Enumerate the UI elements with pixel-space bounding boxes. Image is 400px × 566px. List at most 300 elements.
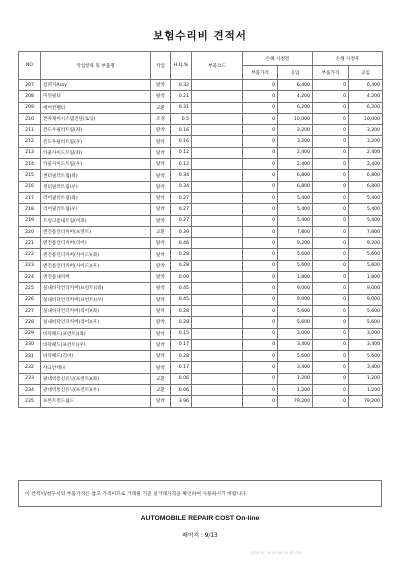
table-row [19, 113, 383, 124]
row-work-type: 탈착 [151, 215, 171, 226]
row-hq: 0.46 [171, 238, 192, 249]
table-row [19, 396, 383, 407]
row-hq: 0.09 [171, 272, 192, 283]
row-hq: 0.28 [171, 249, 192, 260]
row-part-price-before: 0 [243, 102, 278, 113]
estimate-table [18, 51, 383, 408]
row-part-code [192, 226, 243, 237]
table-row [19, 125, 383, 136]
row-part-code [192, 204, 243, 215]
row-part-price-before: 0 [243, 385, 278, 396]
row-item-name: 바닥패드(리어) [41, 351, 151, 362]
row-part-price-before: 0 [243, 91, 278, 102]
row-part-code [192, 260, 243, 271]
header-hq: H.Q.% [171, 52, 192, 80]
row-part-price-before: 0 [243, 136, 278, 147]
row-part-price-after: 0 [313, 181, 349, 192]
row-hq: 0.16 [171, 125, 192, 136]
row-part-price-before: 0 [243, 80, 278, 91]
row-work-type: 탈착 [151, 91, 171, 102]
row-labor-after: 9,000 [349, 294, 383, 305]
row-no: 220 [19, 226, 41, 237]
row-labor-after: 5,400 [349, 215, 383, 226]
table-header [19, 52, 383, 80]
row-work-type: 조정 [151, 113, 171, 124]
row-no: 235 [19, 396, 41, 407]
row-work-type: 탈착 [151, 317, 171, 328]
row-item-name: 엔진룸언더커버(프런트) [41, 226, 151, 237]
row-labor-after: 5,400 [349, 204, 383, 215]
row-item-name: 바닥패드(프런트)(좌) [41, 328, 151, 339]
row-hq: 0.15 [171, 328, 192, 339]
row-work-type: 교환 [151, 102, 171, 113]
row-work-type: 탈착 [151, 125, 171, 136]
row-hq: 0.12 [171, 159, 192, 170]
row-no: 211 [19, 125, 41, 136]
row-labor-after: 4,200 [349, 91, 383, 102]
row-part-price-before: 0 [243, 249, 278, 260]
row-hq: 0.12 [171, 147, 192, 158]
row-part-price-before: 0 [243, 113, 278, 124]
row-part-price-after: 0 [313, 305, 349, 316]
row-part-price-after: 0 [313, 159, 349, 170]
row-labor-before: 5,600 [278, 260, 313, 271]
row-no: 217 [19, 192, 41, 203]
row-hq: 0.39 [171, 226, 192, 237]
row-no: 210 [19, 113, 41, 124]
page-number: 페이지 : 9/13 [182, 533, 218, 539]
row-part-price-after: 0 [313, 317, 349, 328]
row-no: 229 [19, 328, 41, 339]
row-no: 213 [19, 147, 41, 158]
row-hq: 0.17 [171, 362, 192, 373]
row-part-price-after: 0 [313, 294, 349, 305]
row-part-code [192, 80, 243, 91]
table-row [19, 136, 383, 147]
row-item-name: 실내바닥언더커버(리어)(좌) [41, 305, 151, 316]
table-row [19, 260, 383, 271]
row-hq: 0.5 [171, 113, 192, 124]
row-labor-before: 5,400 [278, 204, 313, 215]
row-labor-after: 10,000 [349, 113, 383, 124]
row-part-price-after: 0 [313, 339, 349, 350]
row-item-name: 리어필러트림(우) [41, 204, 151, 215]
row-part-price-after: 0 [313, 170, 349, 181]
row-no: 208 [19, 91, 41, 102]
row-hq: 0.45 [171, 294, 192, 305]
row-part-price-before: 0 [243, 305, 278, 316]
row-labor-before: 3,200 [278, 125, 313, 136]
row-labor-after: 5,600 [349, 260, 383, 271]
row-no: 223 [19, 260, 41, 271]
table-row [19, 226, 383, 237]
row-labor-before: 5,400 [278, 192, 313, 203]
footer-title: AUTOMOBILE REPAIR COST On-line [140, 515, 260, 522]
header-after-adjustment: 손해 사정후 [313, 52, 383, 66]
row-hq: 0.27 [171, 192, 192, 203]
row-part-code [192, 215, 243, 226]
row-part-price-after: 0 [313, 385, 349, 396]
row-part-price-before: 0 [243, 170, 278, 181]
row-part-price-after: 0 [313, 147, 349, 158]
row-part-price-after: 0 [313, 249, 349, 260]
row-item-name: 에어컨펠터 [41, 102, 151, 113]
row-labor-before: 5,400 [278, 215, 313, 226]
row-item-name: 센터필러트림(우) [41, 181, 151, 192]
row-work-type: 탈착 [151, 159, 171, 170]
row-part-code [192, 113, 243, 124]
row-work-type: 교환 [151, 226, 171, 237]
disclaimer-note: 이 견적서/청구서의 부품가격은 참고 가격이므로 거래될 기준 실거래가격을 확인하여 사용하시기 바랍니다. [18, 480, 382, 507]
row-part-code [192, 294, 243, 305]
row-part-price-after: 0 [313, 283, 349, 294]
row-no: 227 [19, 305, 41, 316]
table-row [19, 294, 383, 305]
row-labor-before: 4,200 [278, 91, 313, 102]
row-item-name: 전자제어시스템진단(로딩) [41, 113, 151, 124]
row-labor-before: 5,600 [278, 317, 313, 328]
row-part-price-before: 0 [243, 396, 278, 407]
row-labor-after: 6,400 [349, 80, 383, 91]
row-no: 228 [19, 317, 41, 328]
row-part-price-before: 0 [243, 283, 278, 294]
row-labor-before: 5,600 [278, 351, 313, 362]
row-part-price-before: 0 [243, 181, 278, 192]
row-no: 216 [19, 181, 41, 192]
row-work-type: 탈착 [151, 204, 171, 215]
row-hq: 0.34 [171, 170, 192, 181]
row-part-price-before: 0 [243, 294, 278, 305]
row-labor-after: 1,800 [349, 272, 383, 283]
row-work-type: 탈착 [151, 136, 171, 147]
row-part-price-before: 0 [243, 215, 278, 226]
row-part-price-before: 0 [243, 260, 278, 271]
table-row [19, 238, 383, 249]
table-row [19, 339, 383, 350]
table-row [19, 102, 383, 113]
row-work-type: 탈착 [151, 294, 171, 305]
row-labor-after: 6,800 [349, 181, 383, 192]
row-work-type: 탈착 [151, 362, 171, 373]
row-work-type: 탈착 [151, 192, 171, 203]
row-part-price-before: 0 [243, 351, 278, 362]
row-work-type: 탈착 [151, 147, 171, 158]
row-part-code [192, 339, 243, 350]
row-labor-before: 3,400 [278, 339, 313, 350]
row-labor-after: 6,800 [349, 170, 383, 181]
row-part-price-before: 0 [243, 362, 278, 373]
row-labor-before: 6,800 [278, 181, 313, 192]
row-item-name: 실내바닥언더커버(프런트)(좌) [41, 283, 151, 294]
row-item-name: 광대역통신유닛(프런트)(좌) [41, 373, 151, 384]
row-labor-after: 1,200 [349, 373, 383, 384]
table-row [19, 91, 383, 102]
row-hq: 0.31 [171, 102, 192, 113]
row-part-price-before: 0 [243, 226, 278, 237]
row-labor-before: 6,800 [278, 170, 313, 181]
row-work-type: 탈착 [151, 170, 171, 181]
print-timestamp: 2024-01-18 08:36:55 AT1791 [250, 551, 303, 555]
row-part-code [192, 102, 243, 113]
row-no: 231 [19, 351, 41, 362]
row-labor-after: 5,400 [349, 192, 383, 203]
row-no: 225 [19, 283, 41, 294]
row-part-code [192, 147, 243, 158]
row-part-code [192, 249, 243, 260]
table-row [19, 249, 383, 260]
row-hq: 0.16 [171, 136, 192, 147]
row-part-price-after: 0 [313, 396, 349, 407]
row-part-price-after: 0 [313, 351, 349, 362]
row-labor-after: 5,600 [349, 351, 383, 362]
row-no: 230 [19, 339, 41, 350]
row-hq: 0.28 [171, 317, 192, 328]
row-work-type: 탈착 [151, 238, 171, 249]
header-work: 작업 [151, 52, 171, 80]
row-no: 218 [19, 204, 41, 215]
table-row [19, 204, 383, 215]
row-item-name: 프론트윈드쉴드 [41, 396, 151, 407]
table-row [19, 272, 383, 283]
document-title: 보험수리비 견적서 [153, 30, 247, 42]
row-part-price-before: 0 [243, 339, 278, 350]
row-item-name: 엔진룸언더커버(사이드)(우) [41, 260, 151, 271]
row-part-code [192, 238, 243, 249]
row-no: 224 [19, 272, 41, 283]
table-row [19, 317, 383, 328]
row-part-price-after: 0 [313, 272, 349, 283]
row-hq: 0.06 [171, 373, 192, 384]
row-part-price-after: 0 [313, 113, 349, 124]
header-part-code: 부품코드 [192, 52, 243, 80]
table-row [19, 362, 383, 373]
row-part-price-after: 0 [313, 125, 349, 136]
row-hq: 0.06 [171, 385, 192, 396]
table-row [19, 351, 383, 362]
table-row [19, 215, 383, 226]
row-labor-before: 1,800 [278, 272, 313, 283]
row-item-name: 엔진룸내커버 [41, 272, 151, 283]
row-labor-after: 2,400 [349, 159, 383, 170]
row-hq: 0.21 [171, 91, 192, 102]
row-item-name: 센터필러트림(좌) [41, 170, 151, 181]
header-labor-before: 공임 [278, 66, 313, 80]
row-no: 233 [19, 373, 41, 384]
row-labor-before: 6,200 [278, 102, 313, 113]
row-part-code [192, 136, 243, 147]
row-part-code [192, 91, 243, 102]
row-item-name: 트렁크룸내트림(어퍼) [41, 215, 151, 226]
row-labor-after: 3,200 [349, 125, 383, 136]
row-item-name: 카울사이드트림(우) [41, 159, 151, 170]
table-row [19, 328, 383, 339]
row-part-code [192, 385, 243, 396]
row-part-price-before: 0 [243, 125, 278, 136]
row-part-price-before: 0 [243, 159, 278, 170]
table-body [19, 80, 383, 408]
row-part-code [192, 272, 243, 283]
row-labor-after: 5,600 [349, 249, 383, 260]
row-labor-before: 7,800 [278, 226, 313, 237]
row-labor-before: 9,000 [278, 294, 313, 305]
row-part-price-after: 0 [313, 328, 349, 339]
row-hq: 0.34 [171, 181, 192, 192]
row-part-price-after: 0 [313, 238, 349, 249]
row-item-name: 바닥패드(프런트)(우) [41, 339, 151, 350]
row-hq: 0.27 [171, 215, 192, 226]
row-part-code [192, 181, 243, 192]
row-item-name: 실내바닥언더커버(리어)(우) [41, 317, 151, 328]
row-no: 212 [19, 136, 41, 147]
row-part-code [192, 192, 243, 203]
row-hq: 3.96 [171, 396, 192, 407]
row-labor-before: 79,200 [278, 396, 313, 407]
row-no: 214 [19, 159, 41, 170]
row-part-price-after: 0 [313, 102, 349, 113]
row-item-name: 광대역통신유닛(프런트)(우) [41, 385, 151, 396]
row-labor-after: 9,200 [349, 238, 383, 249]
row-labor-before: 9,200 [278, 238, 313, 249]
row-labor-before: 9,000 [278, 283, 313, 294]
header-item: 작업항목 및 부품명 [41, 52, 151, 80]
row-work-type: 탈착 [151, 260, 171, 271]
row-labor-after: 3,400 [349, 339, 383, 350]
row-item-name: 엔진룸언더커버(사이드)(좌) [41, 249, 151, 260]
row-no: 234 [19, 385, 41, 396]
row-item-name: 카울사이드트림(좌) [41, 147, 151, 158]
row-item-name: 윈도우필러트림(우) [41, 136, 151, 147]
row-labor-before: 3,200 [278, 136, 313, 147]
row-work-type: 교환 [151, 373, 171, 384]
row-no: 226 [19, 294, 41, 305]
row-work-type: 탈착 [151, 80, 171, 91]
row-no: 222 [19, 249, 41, 260]
row-part-price-before: 0 [243, 328, 278, 339]
row-part-code [192, 396, 243, 407]
row-labor-after: 9,000 [349, 283, 383, 294]
row-part-price-after: 0 [313, 226, 349, 237]
row-work-type: 탈착 [151, 396, 171, 407]
row-part-price-after: 0 [313, 136, 349, 147]
row-no: 221 [19, 238, 41, 249]
row-part-code [192, 159, 243, 170]
row-part-price-before: 0 [243, 147, 278, 158]
row-part-code [192, 283, 243, 294]
row-hq: 0.45 [171, 283, 192, 294]
row-part-price-before: 0 [243, 317, 278, 328]
row-part-code [192, 317, 243, 328]
row-part-price-after: 0 [313, 215, 349, 226]
row-no: 215 [19, 170, 41, 181]
row-work-type: 탈착 [151, 351, 171, 362]
header-labor-after: 공임 [349, 66, 383, 80]
table-row [19, 385, 383, 396]
row-item-name: 윈도우필러트림(좌) [41, 125, 151, 136]
row-hq: 0.17 [171, 339, 192, 350]
row-hq: 0.27 [171, 204, 192, 215]
row-part-code [192, 305, 243, 316]
header-no: NO [19, 52, 41, 80]
header-before-adjustment: 손해 사정전 [243, 52, 313, 66]
table-row [19, 159, 383, 170]
row-hq: 0.28 [171, 260, 192, 271]
table-row [19, 305, 383, 316]
row-labor-before: 1,200 [278, 373, 313, 384]
header-part-price-before: 부품가격 [243, 66, 278, 80]
estimate-sheet [18, 51, 382, 408]
row-labor-after: 2,400 [349, 147, 383, 158]
row-work-type: 탈착 [151, 249, 171, 260]
row-part-price-after: 0 [313, 80, 349, 91]
row-work-type: 탈착 [151, 328, 171, 339]
row-part-price-before: 0 [243, 272, 278, 283]
row-item-name: 미연필터 [41, 91, 151, 102]
table-row [19, 170, 383, 181]
row-labor-before: 2,400 [278, 159, 313, 170]
row-part-price-after: 0 [313, 260, 349, 271]
row-part-price-after: 0 [313, 192, 349, 203]
row-part-code [192, 328, 243, 339]
row-labor-after: 5,600 [349, 305, 383, 316]
row-labor-after: 5,600 [349, 317, 383, 328]
row-labor-before: 3,000 [278, 328, 313, 339]
row-labor-before: 5,600 [278, 249, 313, 260]
table-row [19, 283, 383, 294]
row-work-type: 탈착 [151, 283, 171, 294]
row-part-code [192, 170, 243, 181]
row-part-price-before: 0 [243, 192, 278, 203]
row-labor-after: 3,000 [349, 328, 383, 339]
row-part-price-after: 0 [313, 91, 349, 102]
row-work-type: 교환 [151, 385, 171, 396]
row-labor-before: 1,200 [278, 385, 313, 396]
row-labor-before: 6,400 [278, 80, 313, 91]
row-work-type: 탈착 [151, 305, 171, 316]
row-item-name: 샤크안테나 [41, 362, 151, 373]
row-labor-after: 1,200 [349, 385, 383, 396]
row-no: 207 [19, 80, 41, 91]
table-row [19, 181, 383, 192]
row-no: 209 [19, 102, 41, 113]
row-part-price-after: 0 [313, 362, 349, 373]
row-labor-after: 3,400 [349, 362, 383, 373]
row-part-price-before: 0 [243, 373, 278, 384]
row-part-price-after: 0 [313, 204, 349, 215]
row-work-type: 탈착 [151, 181, 171, 192]
row-labor-before: 2,400 [278, 147, 313, 158]
row-hq: 0.32 [171, 80, 192, 91]
table-row [19, 80, 383, 91]
table-row [19, 147, 383, 158]
row-item-name: 컴퍼지Assy [41, 80, 151, 91]
row-no: 232 [19, 362, 41, 373]
row-part-code [192, 362, 243, 373]
row-labor-after: 3,200 [349, 136, 383, 147]
header-part-price-after: 부품가격 [313, 66, 349, 80]
row-part-code [192, 351, 243, 362]
table-row [19, 192, 383, 203]
row-part-code [192, 373, 243, 384]
row-work-type: 탈착 [151, 272, 171, 283]
table-row [19, 373, 383, 384]
row-part-price-before: 0 [243, 204, 278, 215]
row-hq: 0.28 [171, 305, 192, 316]
row-labor-before: 10,000 [278, 113, 313, 124]
row-item-name: 리어필러트림(좌) [41, 192, 151, 203]
row-labor-after: 79,200 [349, 396, 383, 407]
row-part-price-after: 0 [313, 373, 349, 384]
row-part-code [192, 125, 243, 136]
